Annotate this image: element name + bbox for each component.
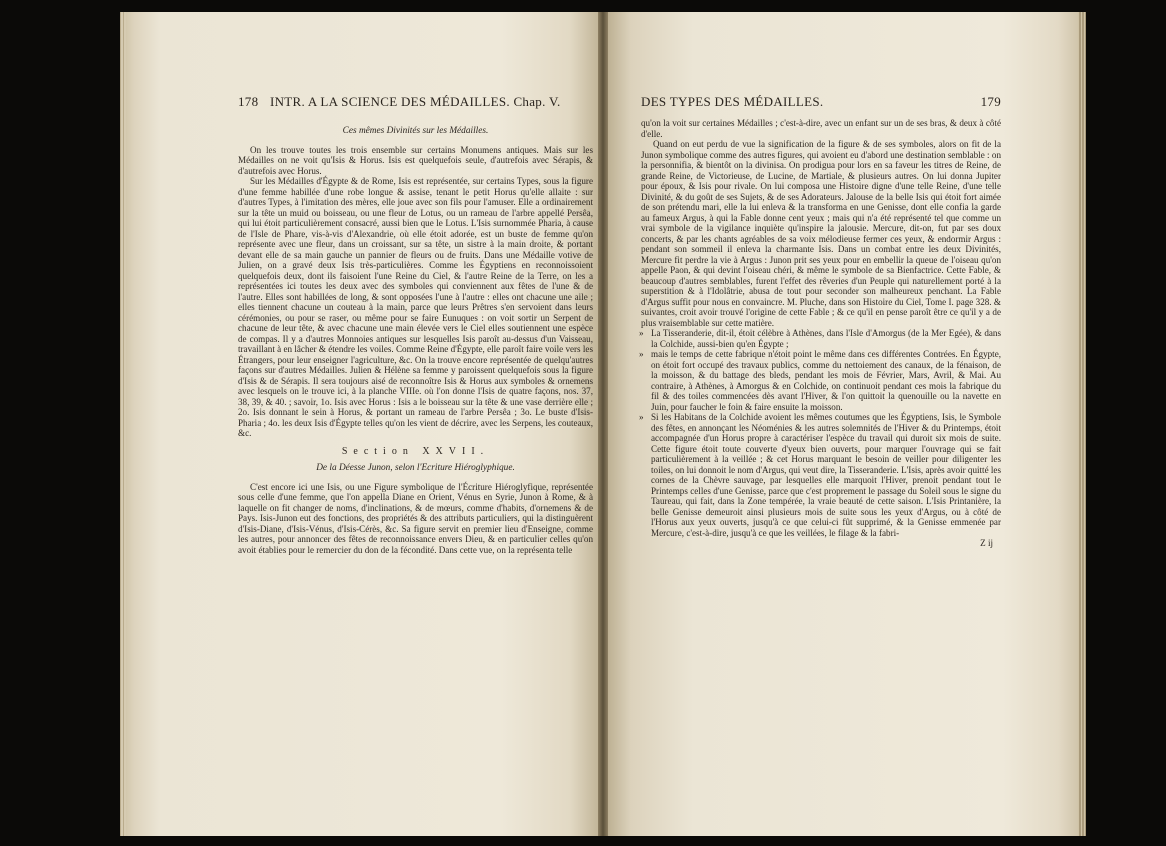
right-running-title: DES TYPES DES MÉDAILLES.: [641, 94, 824, 109]
left-running-head: [238, 94, 593, 110]
left-page: [120, 12, 603, 836]
open-book: [120, 12, 1086, 836]
section-subtitle: De la Déesse Junon, selon l'Ecriture Hiéroglyphique.: [316, 463, 515, 473]
left-page-text: [238, 120, 593, 555]
right-page: [603, 12, 1086, 836]
left-subtitle: Ces mêmes Divinités sur les Médailles.: [342, 126, 489, 136]
quote-line-3: » Si les Habitans de la Colchide avoient les mêmes coutumes que les Égyptiens, Isis, le Symbole des fêtes, en annonçant les Néoménies & les autres solemnités de l'Hiver & du Printemps, étoit accompagnée d'un Horus propre à caractériser l'espèce du travail qui duroit six mois de suite. Cette figure étoit toute couverte d'yeux bien ouverts, pour marquer l'ouvrage qui se fait particulièrement à la veillée ; & cet Horus marquant le besoin de veiller pour diligenter les toiles, on lui donnoit le nom d'Argus, qui veut dire, la Tisseranderie. L'Isis, après avoir quitté les cornes de la Chèvre sauvage, par lesquelles elle marquoit l'Hiver, prenoit pendant tout le Printemps celles d'une Genisse, parce que c'est proprement le passage du Soleil sous le signe du Taureau, qui fait, dans la Zone tempérée, la vraie beauté de cette saison. L'Isis Printanière, la belle Genisse demeuroit ainsi plusieurs mois de suite sous les yeux d'Argus, ou à côté de l'Horus aux yeux ouverts, jusqu'à ce que celui-ci fût supprimé, & la Genisse emmenée par Mercure, c'est-à-dire, jusqu'à ce que les veillées, le filage & la fabri-: [641, 412, 1001, 538]
left-page-number: 178: [238, 94, 259, 109]
page-edges-left: [120, 12, 126, 836]
quote-line-1: » La Tisseranderie, dit-il, étoit célèbre à Athènes, dans l'Isle d'Amorgus (de la Mer Egée), & dans la Colchide, aussi-bien qu'en Égypte ;: [641, 328, 1001, 349]
signature-mark: Z ij: [980, 538, 993, 548]
right-paragraph-2: Quand on eut perdu de vue la signification de la figure & de ses symboles, alors on fit de la Junon symbolique comme des autres figures, qui avoient eu d'abord une destination semblable : on la personnifia, & bientôt on la divinisa. On prodigua pour lors en sa faveur les titres de Reine, de grande Reine, de Victorieuse, de Lucine, de Martiale, & plusieurs autres. On lui donna Jupiter pour époux, & Isis pour rivale. On lui composa une Histoire digne d'une telle Reine, d'une telle Divinité, & du goût de ses Sujets, & de ses Adorateurs. Jalouse de la belle Isis qui étoit fort aimée de son prétendu mari, elle la lui enleva & la transforma en une Genisse, dont elle confia la garde au fameux Argus, à qui la Fable donne cent yeux ; mais qui n'a été représenté tel que comme un vrai symbole de la vigilance inquiète qu'inspire la jalousie. Mercure, dit-on, fut par ses doux concerts, & par les chants agréables de sa voix mélodieuse fermer ces yeux, & endormir Argus : pendant son sommeil il enleva la charmante Isis. Dans un combat entre les deux Divinités, Mercure fit perdre la vie à Argus : Junon prit ses yeux pour en embellir la queue de l'oiseau qu'on appelle Paon, & qui devint l'oiseau chéri, & même le symbole de sa Bienfactrice. Cette Fable, & beaucoup d'autres semblables, furent l'effet des rêveries d'un Peuple qui naturellement porté à la superstition & à l'Idolâtrie, abusa de tout pour seconder son malheureux penchant. La Fable d'Argus suffit pour nous en convaincre. M. Pluche, dans son Histoire du Ciel, Tome I. page 328. & suivantes, croit avoir trouvé l'origine de cette Fable ; & ce qu'il en pense paroît être ce qu'il y a de plus vraisemblable sur cette matière.: [641, 139, 1001, 328]
section-paragraph-1: C'est encore ici une Isis, ou une Figure symbolique de l'Écriture Hiéroglyfique, représentée sous celle d'une femme, que l'on appella Diane en Orient, Vénus en Syrie, Junon à Rome, & à laquelle on fit changer de noms, d'inclinations, & de mœurs, comme d'habits, d'ornemens & de Pays. Isis-Junon eut des fonctions, des propriétés & des attributs particuliers, qui la distinguèrent d'Isis-Diane, d'Isis-Vénus, d'Isis-Cérès, &c. Sa figure servit en premier lieu d'Enseigne, comme les autres, pour annoncer des fêtes de reconnoissance envers Dieu, & en particulier celles qu'on avoit établies pour le remercier du don de la fécondité. Dans cette vue, on la représenta telle: [238, 481, 593, 555]
page-edges-right: [1078, 12, 1086, 836]
left-running-title: INTR. A LA SCIENCE DES MÉDAILLES. Chap. V.: [269, 94, 561, 109]
right-page-text: [641, 118, 1001, 549]
right-paragraph-1: qu'on la voit sur certaines Médailles ; c'est-à-dire, avec un enfant sur un de ses bras, & deux à côté d'elle.: [641, 118, 1001, 139]
right-running-head: [641, 94, 1001, 110]
left-paragraph-1: On les trouve toutes les trois ensemble sur certains Monumens antiques. Mais sur les Médailles on ne voit qu'Isis & Horus. Isis est quelquefois seule, d'autrefois avec Sérapis, & d'autrefois avec Horus.: [238, 144, 593, 176]
quote-line-2: » mais le temps de cette fabrique n'étoit point le même dans ces différentes Contrées. En Égypte, on étoit fort occupé des travaux publics, comme du nettoiement des canaux, de la fénaison, de la moisson, & du battage des bleds, pendant les mois de Février, Mars, Avril, & Mai. Au contraire, à Athènes, à Amorgus & en Colchide, on continuoit pendant ces mois la fabrique du fil & des toiles commencées dès avant l'Hiver, & l'on quittoit la quenouille ou la navette en Juin, pour faucher le foin & faire ensuite la moisson.: [641, 349, 1001, 412]
book-gutter: [598, 12, 608, 836]
section-heading: Section XXVII.: [341, 445, 490, 457]
left-paragraph-2: Sur les Médailles d'Égypte & de Rome, Isis est représentée, sur certains Types, sous la figure d'une femme habillée d'une robe longue & assise, tenant le petit Horus qu'elle allaite : sur d'autres Types, à l'imitation des mères, elle joue avec son fils pour l'amuser. Elle a ordinairement sur la tête un muid ou boisseau, ou une fleur de Lotus, ou un rameau de l'arbre appellé Persêa, qui lui étoit particulièrement consacré, aussi bien que le Lotus. L'Isis surnommée Pharia, à cause de l'Isle de Phare, vis-à-vis d'Alexandrie, où elle étoit adorée, est un buste de femme qu'on représente avec une fleur, dans un croissant, sur sa tête, un sistre à la main droite, & portant devant elle de sa main gauche un pannier de fleurs ou de fruits. Dans une Médaille votive de Julien, on a gravé deux Isis très-particulières. Comme les Égyptiens en reconnoissoient quelquefois deux, dont ils faisoient l'une Reine du Ciel, & l'autre Reine de la Terre, on les a représentées ici toutes les deux avec des symboles qui conviennent aux fêtes de l'une & de l'autre. Elles sont habillées de long, & sont opposées l'une à l'autre : elles ont chacune une aile ; elles tiennent chacune un couteau à la main, parce que leurs Prêtres s'en servoient dans leurs cérémonies, ou pour se raser, ou même pour se faire Eunuques : on voit sortir un Serpent de chacune de leur tête, & avec chacune une main élevée vers le Ciel elles soutiennent une espèce de compas. Il y a d'autres Monnoies antiques sur lesquelles Isis paroît au-dessus d'un Vaisseau, travaillant à en lâcher & étendre les voiles. Comme Reine d'Égypte, elle paroît faire voile vers les Étrangers, pour leur enseigner l'agriculture, &c. On la trouve encore représentée de quelqu'autres façons sur d'autres Médailles. Julien & Hélène sa femme y paroissent quelquefois sous la figure d'Isis & de Sérapis. Il sera toujours aisé de reconnoître Isis & Horus aux symboles & ornemens avec lesquels on le trouve ici, à la planche VIIIe. où l'on donne l'Isis de quatre façons, nos. 37, 38, 39, & 40. ; savoir, 1o. Isis avec Horus : Isis a le boisseau sur la tête & une vase derrière elle ; 2o. Isis donnant le sein à Horus, & portant un rameau de l'arbre Persêa ; 3o. Le buste d'Isis-Pharia ; 4o. les deux Isis d'Égypte telles qu'on les vient de décrire, avec les Serpens, les couteaux, &c.: [238, 176, 593, 438]
right-page-number: 179: [980, 94, 1001, 109]
quotation-block: [641, 328, 1001, 538]
